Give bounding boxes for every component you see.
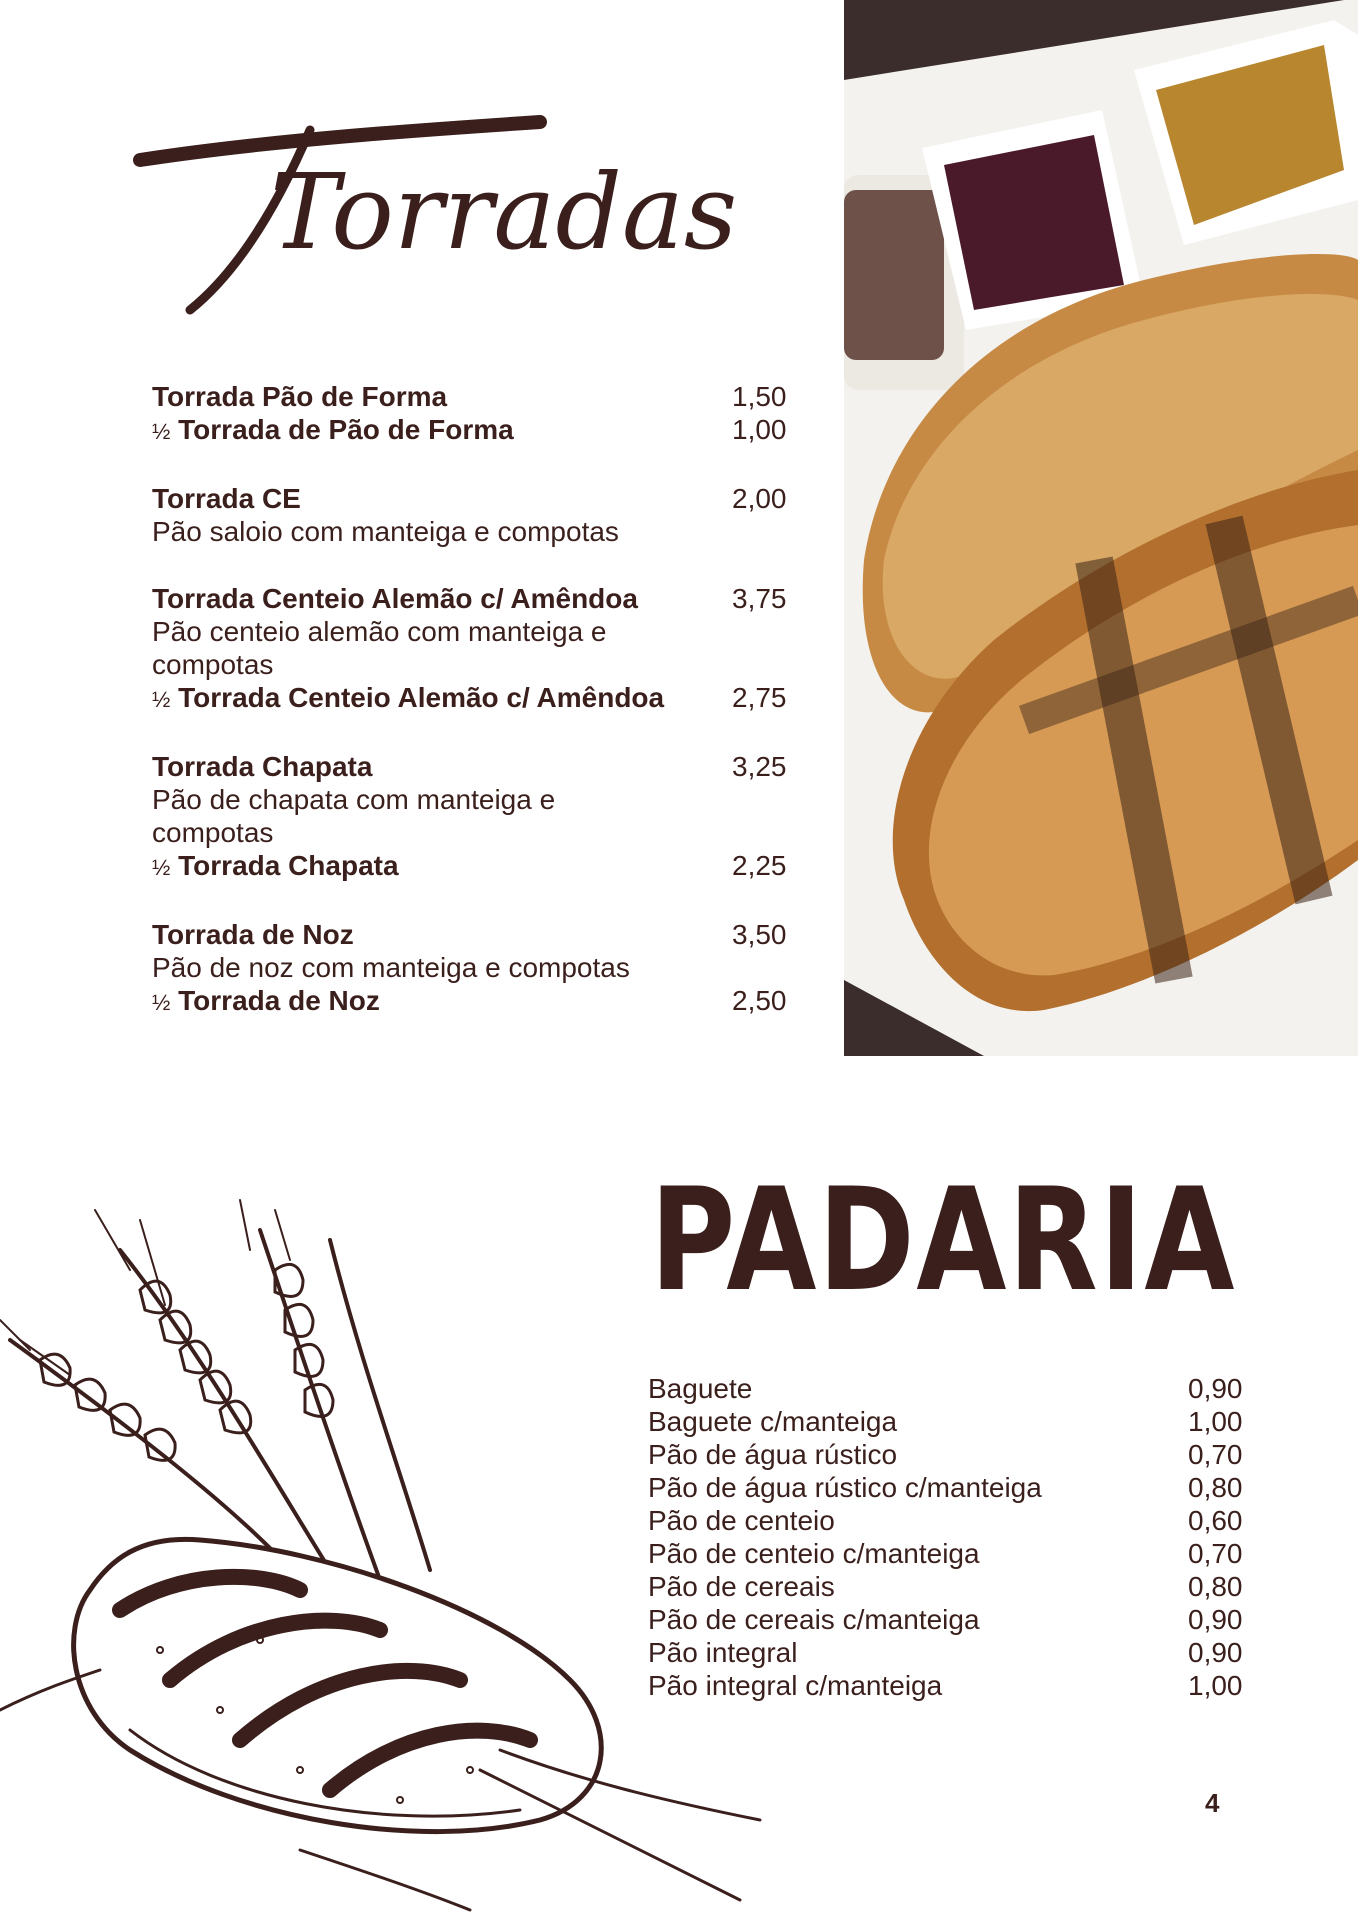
item-name: Pão de cereais [648,1571,835,1602]
item-name: Torrada Centeio Alemão c/ Amêndoa [152,583,638,614]
padaria-item [648,1603,1268,1636]
half-mark: ½ [152,855,171,880]
menu-item [152,582,802,615]
padaria-item [648,1537,1268,1570]
torradas-title-text: Torradas [270,151,738,273]
item-name: Torrada Chapata [152,751,373,782]
item-price: 0,90 [1188,1604,1243,1635]
menu-group [152,750,802,884]
item-price: 0,80 [1188,1571,1243,1602]
item-description: Pão de noz com manteiga e compotas [152,952,630,983]
item-name: Pão de água rústico c/manteiga [648,1472,1042,1503]
item-price: 2,75 [732,682,787,713]
item-description: Pão saloio com manteiga e compotas [152,516,619,547]
item-price: 1,00 [1188,1670,1243,1701]
menu-group [152,482,802,548]
item-price: 3,25 [732,751,787,782]
toast-photo [844,0,1358,1056]
item-description: Pão centeio alemão com manteiga e compotas [152,616,607,680]
item-name: Baguete [648,1373,753,1404]
item-name: Baguete c/manteiga [648,1406,898,1437]
torradas-menu [152,380,802,1053]
item-name: Pão integral [648,1637,798,1668]
menu-item [152,750,802,783]
padaria-item [648,1669,1268,1702]
padaria-menu [648,1372,1268,1702]
padaria-item [648,1438,1268,1471]
menu-group [152,918,802,1019]
item-name: Torrada Pão de Forma [152,381,448,412]
menu-item [152,380,802,413]
menu-item-half [152,984,802,1019]
padaria-item [648,1636,1268,1669]
item-name: Pão de centeio c/manteiga [648,1538,980,1569]
item-price: 2,25 [732,850,787,881]
item-name: Pão de centeio [648,1505,835,1536]
torradas-title [120,100,738,330]
item-price: 0,90 [1188,1637,1243,1668]
menu-item-half [152,413,802,448]
item-price: 3,75 [732,583,787,614]
item-price: 1,00 [1188,1406,1243,1437]
padaria-item [648,1372,1268,1405]
item-name: Pão de cereais c/manteiga [648,1604,980,1635]
item-name: Torrada de Pão de Forma [178,414,514,445]
item-price: 2,50 [732,985,787,1016]
item-price: 0,70 [1188,1538,1243,1569]
menu-item [152,482,802,515]
item-name: Torrada Chapata [178,850,399,881]
item-price: 1,50 [732,381,787,412]
item-price: 3,50 [732,919,787,950]
item-price: 0,60 [1188,1505,1243,1536]
page-number: 4 [1205,1788,1220,1818]
menu-group [152,582,802,716]
half-mark: ½ [152,990,171,1015]
item-name: Pão de água rústico [648,1439,898,1470]
item-price: 0,90 [1188,1373,1243,1404]
half-mark: ½ [152,687,171,712]
item-price: 1,00 [732,414,787,445]
half-mark: ½ [152,419,171,444]
item-price: 0,70 [1188,1439,1243,1470]
padaria-item [648,1504,1268,1537]
item-description: Pão de chapata com manteiga e compotas [152,784,556,848]
menu-group [152,380,802,448]
padaria-item [648,1570,1268,1603]
padaria-title: PADARIA [650,1158,1237,1323]
item-name: Torrada CE [152,483,301,514]
padaria-item [648,1471,1268,1504]
item-price: 2,00 [732,483,787,514]
menu-item-half [152,681,802,716]
item-name: Pão integral c/manteiga [648,1670,943,1701]
item-name: Torrada de Noz [178,985,380,1016]
item-name: Torrada Centeio Alemão c/ Amêndoa [178,682,665,713]
padaria-item [648,1405,1268,1438]
menu-item [152,918,802,951]
menu-item-half [152,849,802,884]
item-name: Torrada de Noz [152,919,354,950]
item-price: 0,80 [1188,1472,1243,1503]
